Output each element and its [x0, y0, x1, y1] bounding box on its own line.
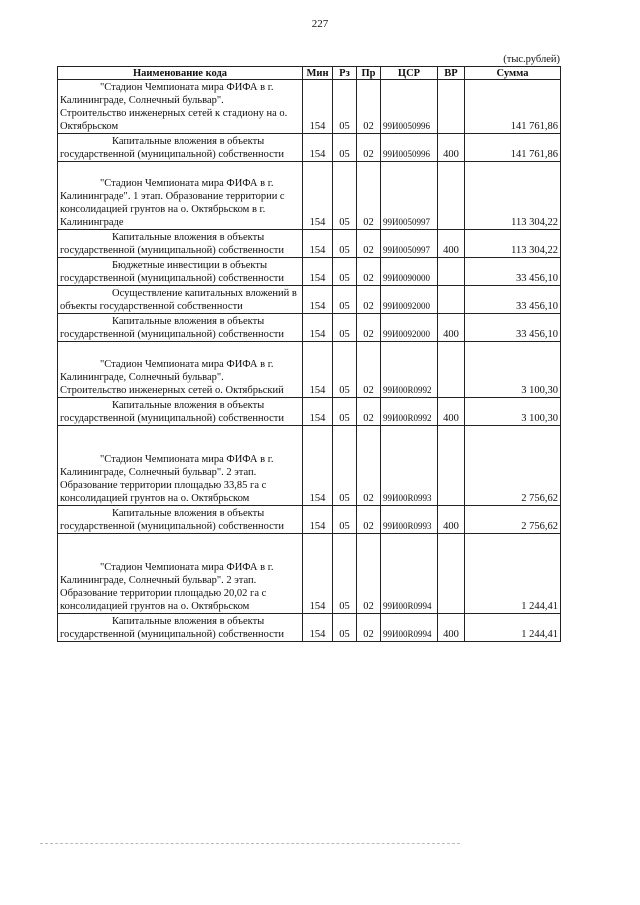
- row-rz: 05: [333, 506, 357, 534]
- table-row: [58, 314, 561, 342]
- row-min: 154: [303, 342, 333, 398]
- row-sum: 113 304,22: [465, 230, 561, 258]
- table-row: [58, 286, 561, 314]
- row-name-line: государственной (муниципальной) собственности: [60, 629, 285, 640]
- row-name-line: Осуществление капитальных вложений в: [112, 288, 297, 299]
- row-pr: 02: [357, 230, 381, 258]
- row-name-line: Капитальные вложения в объекты: [112, 232, 265, 243]
- row-min: 154: [303, 314, 333, 342]
- row-min: 154: [303, 534, 333, 614]
- row-csr: 99И0090000: [381, 258, 438, 286]
- row-rz: 05: [333, 426, 357, 506]
- table-row: [58, 398, 561, 426]
- row-csr: 99И0050997: [381, 230, 438, 258]
- table-row: [58, 614, 561, 642]
- row-vr: [438, 342, 465, 398]
- row-name-line: Капитальные вложения в объекты: [112, 400, 265, 411]
- row-name-line: государственной (муниципальной) собственности: [60, 149, 285, 160]
- row-min: 154: [303, 230, 333, 258]
- row-name-line: "Стадион Чемпионата мира ФИФА в г.: [100, 562, 274, 573]
- row-rz: 05: [333, 134, 357, 162]
- bottom-rule: [40, 843, 460, 845]
- row-csr: 99И0092000: [381, 314, 438, 342]
- row-name-line: "Стадион Чемпионата мира ФИФА в г.: [100, 359, 274, 370]
- row-name: [58, 134, 303, 162]
- table-row: [58, 426, 561, 506]
- row-vr: 400: [438, 314, 465, 342]
- row-pr: 02: [357, 614, 381, 642]
- row-sum: 1 244,41: [465, 534, 561, 614]
- row-csr: 99И00R0994: [381, 534, 438, 614]
- row-pr: 02: [357, 80, 381, 134]
- row-name: [58, 80, 303, 134]
- row-name: [58, 614, 303, 642]
- row-name-line: Капитальные вложения в объекты: [112, 616, 265, 627]
- row-vr: [438, 534, 465, 614]
- row-name-line: Калининграде". 1 этап. Образование территории с: [60, 191, 285, 202]
- table-row: [58, 258, 561, 286]
- row-pr: 02: [357, 342, 381, 398]
- row-sum: 3 100,30: [465, 342, 561, 398]
- row-rz: 05: [333, 314, 357, 342]
- row-pr: 02: [357, 426, 381, 506]
- row-vr: [438, 286, 465, 314]
- row-csr: 99И0050997: [381, 162, 438, 230]
- row-sum: 33 456,10: [465, 258, 561, 286]
- row-min: 154: [303, 286, 333, 314]
- row-sum: 2 756,62: [465, 506, 561, 534]
- row-name-line: Образование территории площадью 20,02 га с: [60, 588, 267, 599]
- header-vr: ВР: [438, 67, 465, 80]
- row-min: 154: [303, 134, 333, 162]
- row-name-line: Образование территории площадью 33,85 га с: [60, 480, 267, 491]
- row-name-line: консолидацией грунтов на о. Октябрьском в г.: [60, 204, 266, 215]
- table-row: [58, 506, 561, 534]
- row-name-line: Капитальные вложения в объекты: [112, 136, 265, 147]
- row-sum: 33 456,10: [465, 286, 561, 314]
- row-csr: 99И00R0994: [381, 614, 438, 642]
- row-pr: 02: [357, 162, 381, 230]
- row-pr: 02: [357, 258, 381, 286]
- row-name-line: Капитальные вложения в объекты: [112, 316, 265, 327]
- row-name: [58, 162, 303, 230]
- page-number: 227: [311, 18, 329, 30]
- header-min: Мин: [303, 67, 333, 80]
- row-csr: 99И0092000: [381, 286, 438, 314]
- row-name-line: "Стадион Чемпионата мира ФИФА в г.: [100, 82, 274, 93]
- row-name: [58, 258, 303, 286]
- row-min: 154: [303, 80, 333, 134]
- row-name-line: государственной (муниципальной) собственности: [60, 413, 285, 424]
- row-csr: 99И00R0993: [381, 426, 438, 506]
- row-vr: 400: [438, 398, 465, 426]
- row-name-line: Калининграде, Солнечный бульвар". 2 этап.: [60, 467, 257, 478]
- row-name: [58, 342, 303, 398]
- row-name-line: Строительство инженерных сетей о. Октябрьский: [60, 385, 284, 396]
- row-vr: [438, 80, 465, 134]
- row-name-line: государственной (муниципальной) собственности: [60, 273, 285, 284]
- row-rz: 05: [333, 534, 357, 614]
- header-name: Наименование кода: [58, 67, 303, 80]
- row-min: 154: [303, 398, 333, 426]
- row-min: 154: [303, 162, 333, 230]
- row-name-line: государственной (муниципальной) собственности: [60, 329, 285, 340]
- row-name-line: государственной (муниципальной) собственности: [60, 521, 285, 532]
- row-name-line: Калининграде, Солнечный бульвар".: [60, 372, 224, 383]
- row-rz: 05: [333, 80, 357, 134]
- row-name-line: Калининграде: [60, 217, 124, 228]
- row-vr: 400: [438, 506, 465, 534]
- row-min: 154: [303, 614, 333, 642]
- row-rz: 05: [333, 614, 357, 642]
- row-sum: 33 456,10: [465, 314, 561, 342]
- row-vr: [438, 426, 465, 506]
- row-min: 154: [303, 258, 333, 286]
- row-vr: 400: [438, 614, 465, 642]
- row-name: [58, 314, 303, 342]
- row-sum: 141 761,86: [465, 134, 561, 162]
- row-name-line: консолидацией грунтов на о. Октябрьском: [60, 601, 250, 612]
- row-rz: 05: [333, 230, 357, 258]
- budget-table: [57, 66, 561, 642]
- row-name: [58, 426, 303, 506]
- header-pr: Пр: [357, 67, 381, 80]
- row-sum: 113 304,22: [465, 162, 561, 230]
- units-label: (тыс.рублей): [503, 54, 560, 65]
- row-pr: 02: [357, 286, 381, 314]
- row-rz: 05: [333, 286, 357, 314]
- row-name-line: государственной (муниципальной) собственности: [60, 245, 285, 256]
- row-min: 154: [303, 506, 333, 534]
- row-name-line: консолидацией грунтов на о. Октябрьском: [60, 493, 250, 504]
- row-rz: 05: [333, 162, 357, 230]
- row-name-line: объекты государственной собственности: [60, 301, 243, 312]
- table-row: [58, 162, 561, 230]
- row-name-line: Калининграде, Солнечный бульвар".: [60, 95, 224, 106]
- table-row: [58, 134, 561, 162]
- row-sum: 141 761,86: [465, 80, 561, 134]
- row-pr: 02: [357, 398, 381, 426]
- row-name: [58, 230, 303, 258]
- table-header-row: [58, 67, 561, 80]
- row-sum: 3 100,30: [465, 398, 561, 426]
- row-name-line: Калининграде, Солнечный бульвар". 2 этап.: [60, 575, 257, 586]
- row-rz: 05: [333, 342, 357, 398]
- row-pr: 02: [357, 534, 381, 614]
- row-rz: 05: [333, 398, 357, 426]
- row-vr: [438, 162, 465, 230]
- row-name-line: Бюджетные инвестиции в объекты: [112, 260, 268, 271]
- row-vr: [438, 258, 465, 286]
- row-name-line: Капитальные вложения в объекты: [112, 508, 265, 519]
- row-name: [58, 398, 303, 426]
- header-csr: ЦСР: [381, 67, 438, 80]
- row-vr: 400: [438, 230, 465, 258]
- row-vr: 400: [438, 134, 465, 162]
- row-name: [58, 506, 303, 534]
- row-pr: 02: [357, 134, 381, 162]
- header-rz: Рз: [333, 67, 357, 80]
- table-row: [58, 534, 561, 614]
- row-pr: 02: [357, 314, 381, 342]
- row-min: 154: [303, 426, 333, 506]
- row-rz: 05: [333, 258, 357, 286]
- row-csr: 99И0050996: [381, 134, 438, 162]
- table-row: [58, 342, 561, 398]
- table-row: [58, 80, 561, 134]
- row-name-line: Октябрьском: [60, 121, 119, 132]
- row-pr: 02: [357, 506, 381, 534]
- header-sum: Сумма: [465, 67, 561, 80]
- row-sum: 1 244,41: [465, 614, 561, 642]
- table-row: [58, 230, 561, 258]
- table-body: [58, 80, 561, 642]
- row-csr: 99И00R0992: [381, 342, 438, 398]
- row-csr: 99И0050996: [381, 80, 438, 134]
- row-name-line: "Стадион Чемпионата мира ФИФА в г.: [100, 178, 274, 189]
- row-name-line: Строительство инженерных сетей к стадиону на о.: [60, 108, 288, 119]
- row-csr: 99И00R0993: [381, 506, 438, 534]
- row-name: [58, 534, 303, 614]
- row-csr: 99И00R0992: [381, 398, 438, 426]
- row-sum: 2 756,62: [465, 426, 561, 506]
- row-name: [58, 286, 303, 314]
- row-name-line: "Стадион Чемпионата мира ФИФА в г.: [100, 454, 274, 465]
